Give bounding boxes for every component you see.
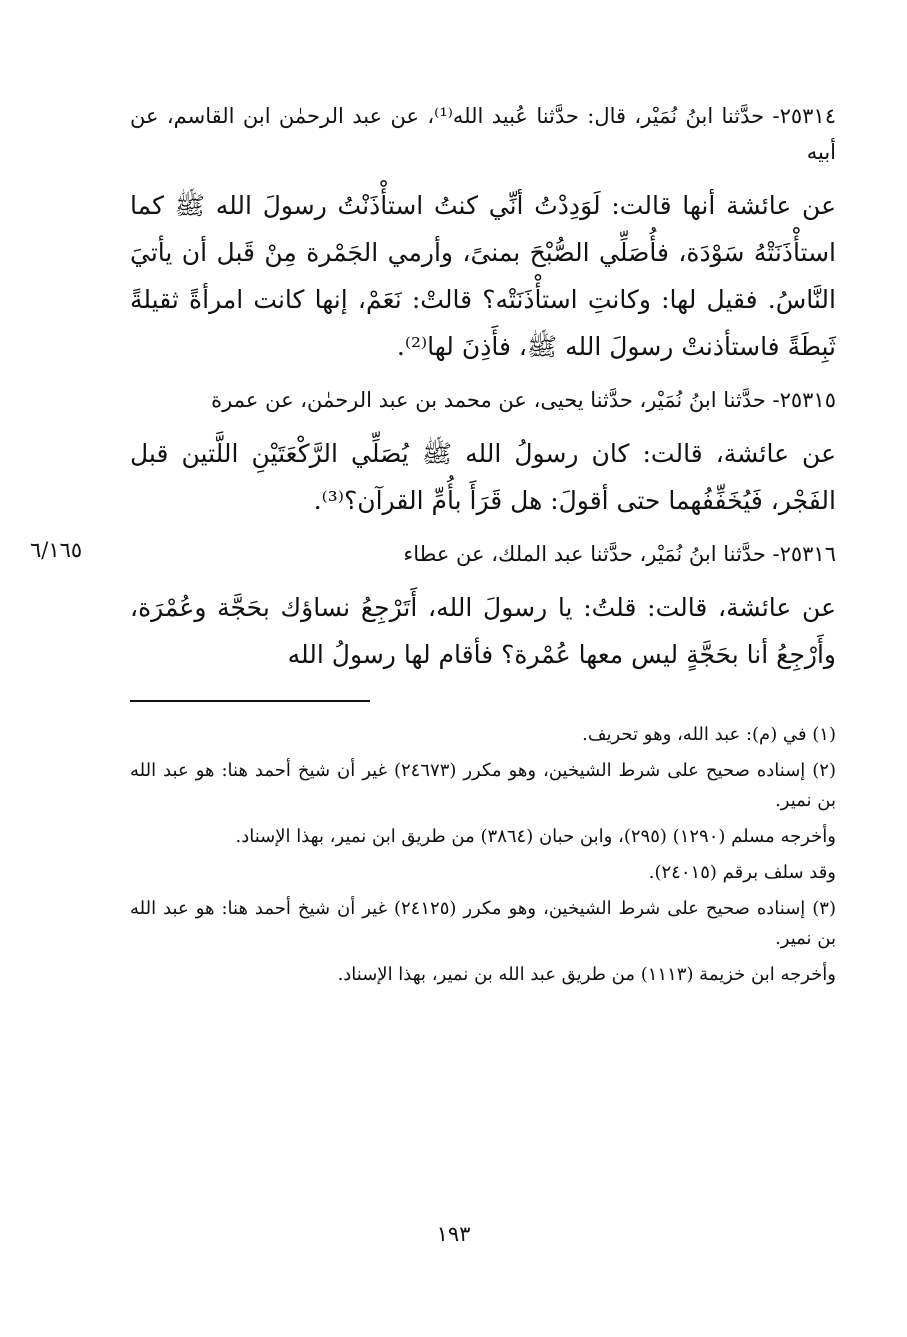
- footnote-2-cross-ref: وقد سلف برقم (٢٤٠١٥).: [648, 862, 836, 883]
- hadith-25314-matn: عن عائشة أنها قالت: لَوَدِدْتُ أنِّي كنتُ استأْذَنْتُ رسولَ الله ﷺ كما استأْذَنَتْهُ سَوْدَة، فأُصَلِّي الصُّبْحَ بمنىً، وأرمي الجَمْرة مِنْ قَبل أن يأتيَ النَّاسُ. فقيل لها: وكانتِ استأْذَنَتْه؟ قالتْ: نَعَمْ، إنها كانت امرأةً ثقيلةً ثَبِطَةً فاستأذنتْ رسولَ الله ﷺ، فأَذِنَ لها⁽²⁾.: [130, 191, 836, 361]
- footnote-3-continued: وأخرجه ابن خزيمة (١١١٣) من طريق عبد الله بن نمير، بهذا الإسناد.: [337, 964, 836, 985]
- footnotes: [130, 720, 836, 990]
- hadith-25314-sanad: ٢٥٣١٤- حدَّثنا ابنُ نُمَيْر، قال: حدَّثنا عُبيد الله⁽¹⁾، عن عبد الرحمٰن ابن القاسم، عن أبيه: [130, 104, 836, 164]
- footnote-separator: [130, 700, 370, 702]
- footnote-2: (٢) إسناده صحيح على شرط الشيخين، وهو مكرر (٢٤٦٧٣) غير أن شيخ أحمد هنا: هو عبد الله بن نمير.: [130, 760, 836, 811]
- hadith-25316-matn: عن عائشة، قالت: قلتُ: يا رسولَ الله، أَتَرْجِعُ نساؤك بحَجَّة وعُمْرَة، وأَرْجِعُ أنا بحَجَّةٍ ليس معها عُمْرة؟ فأقام لها رسولُ الله: [130, 593, 836, 669]
- page-body: [130, 98, 836, 996]
- footnote-1: (١) في (م): عبد الله، وهو تحريف.: [582, 724, 836, 745]
- hadith-25315-matn: عن عائشة، قالت: كان رسولُ الله ﷺ يُصَلِّي الرَّكْعَتَيْنِ اللَّتين قبل الفَجْر، فَيُخَفِّفُهما حتى أقولَ: هل قَرَأَ بأُمِّ القرآن؟⁽³⁾.: [130, 439, 836, 515]
- margin-reference: ٦/١٦٥: [30, 538, 83, 562]
- hadith-25316-sanad: ٢٥٣١٦- حدَّثنا ابنُ نُمَيْر، حدَّثنا عبد الملك، عن عطاء: [403, 542, 836, 566]
- hadith-25315-sanad: ٢٥٣١٥- حدَّثنا ابنُ نُمَيْر، حدَّثنا يحيى، عن محمد بن عبد الرحمٰن، عن عمرة: [211, 388, 836, 412]
- footnote-separator-wrap: [130, 690, 836, 720]
- page-number: ١٩٣: [436, 1222, 471, 1246]
- footnote-3: (٣) إسناده صحيح على شرط الشيخين، وهو مكرر (٢٤١٢٥) غير أن شيخ أحمد هنا: هو عبد الله بن نمير.: [130, 898, 836, 949]
- footnote-2-continued: وأخرجه مسلم (١٢٩٠) (٢٩٥)، وابن حبان (٣٨٦٤) من طريق ابن نمير، بهذا الإسناد.: [235, 826, 836, 847]
